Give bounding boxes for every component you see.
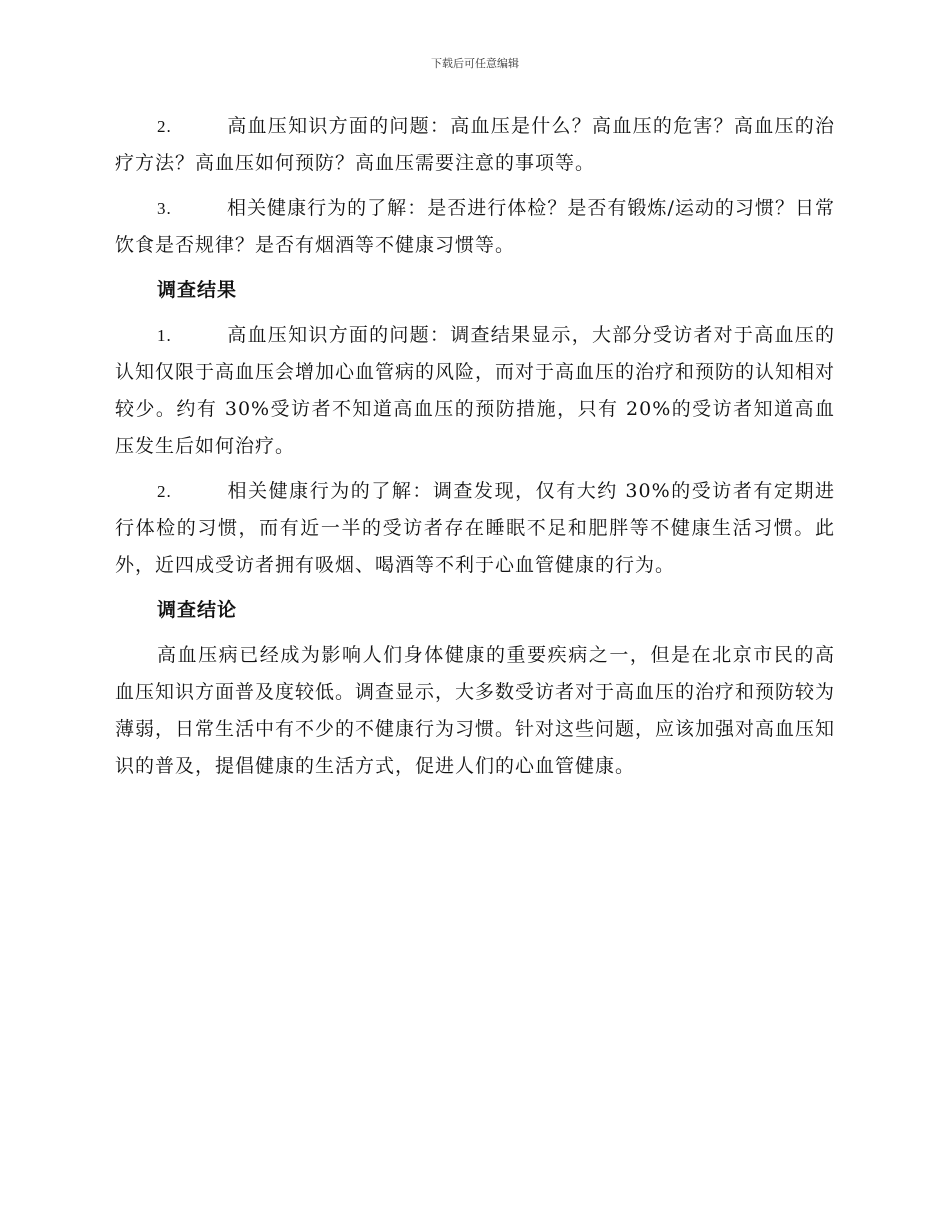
list-text: 相关健康行为的了解：调查发现，仅有大约 30%的受访者有定期进行体检的习惯，而有近一半的受访者存在睡眠不足和肥胖等不健康生活习惯。此外，近四成受访者拥有吸烟、喝酒等不利于心血管健康的行为。 [115, 480, 835, 576]
results-heading: 调查结果 [157, 279, 238, 301]
conclusion-heading: 调查结论 [157, 599, 238, 621]
results-item-1 [115, 317, 835, 465]
results-item-2 [115, 473, 835, 584]
conclusion-paragraph: 高血压病已经成为影响人们身体健康的重要疾病之一，但是在北京市民的高血压知识方面普及度较低。调查显示，大多数受访者对于高血压的治疗和预防较为薄弱，日常生活中有不少的不健康行为习惯。针对这些问题，应该加强对高血压知识的普及，提倡健康的生活方式，促进人们的心血管健康。 [115, 644, 836, 777]
list-number: 2. [157, 117, 172, 136]
header-note: 下载后可任意编辑 [431, 57, 519, 70]
survey-item-2 [115, 108, 835, 182]
list-text: 高血压知识方面的问题：调查结果显示，大部分受访者对于高血压的认知仅限于高血压会增加心血管病的风险，而对于高血压的治疗和预防的认知相对较少。约有 30%受访者不知道高血压的预防措施，只有 20%的受访者知道高血压发生后如何治疗。 [115, 324, 836, 457]
document-content [115, 108, 835, 793]
list-text: 相关健康行为的了解：是否进行体检？是否有锻炼/运动的习惯？日常饮食是否规律？是否有烟酒等不健康习惯等。 [115, 197, 835, 256]
list-number: 2. [157, 482, 172, 501]
list-number: 3. [157, 199, 172, 218]
survey-item-3 [115, 190, 835, 264]
list-text: 高血压知识方面的问题：高血压是什么？高血压的危害？高血压的治疗方法？高血压如何预防？高血压需要注意的事项等。 [115, 115, 835, 174]
list-number: 1. [157, 326, 172, 345]
